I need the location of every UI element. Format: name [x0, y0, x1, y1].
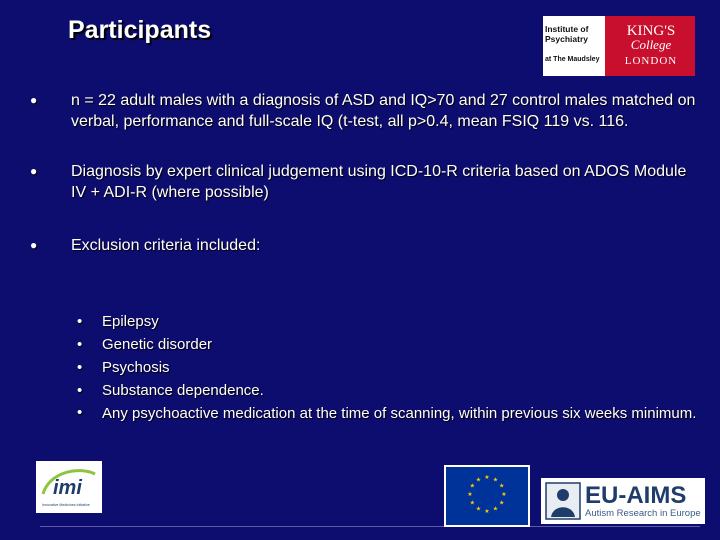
slide-title: Participants: [68, 16, 212, 44]
main-bullet-list: [30, 90, 700, 256]
iop-line-3: at The Maudsley: [545, 56, 600, 63]
kcl-line-2: College: [630, 37, 672, 52]
bullet-participants: [30, 90, 700, 132]
bullet-text: Diagnosis by expert clinical judgement using ICD-10-R criteria based on ADOS Module IV + ADI-R (where possible): [71, 163, 687, 201]
svg-text:★: ★: [475, 505, 482, 513]
imi-wordmark: imi: [53, 477, 82, 499]
eu-flag-logo: [444, 465, 530, 527]
exclusion-item: • Epilepsy: [77, 310, 697, 333]
bullet-diagnosis: [30, 161, 700, 203]
sub-bullet-icon: •: [77, 404, 83, 421]
svg-text:★: ★: [475, 476, 482, 484]
sub-bullet-icon: •: [77, 336, 83, 353]
svg-text:★: ★: [469, 482, 475, 490]
bullet-exclusion-criteria: [30, 235, 700, 256]
imi-tagline: Innovative Medicines Initiative: [42, 503, 90, 507]
svg-text:★: ★: [484, 474, 490, 481]
iop-line-1: Institute of: [545, 24, 589, 34]
exclusion-item: • Psychosis: [77, 356, 697, 379]
footer-divider: [40, 526, 700, 527]
institute-of-psychiatry-logo: [543, 16, 607, 76]
iop-line-2: Psychiatry: [545, 34, 588, 44]
svg-text:★: ★: [467, 491, 473, 498]
svg-text:★: ★: [499, 482, 505, 490]
svg-text:★: ★: [484, 508, 490, 515]
svg-text:★: ★: [492, 476, 499, 484]
exclusion-item: • Genetic disorder: [77, 333, 697, 356]
bullet-dot-icon: ●: [30, 164, 38, 178]
exclusion-item: • Any psychoactive medication at the time of scanning, within previous six weeks minimum.: [77, 404, 697, 422]
bullet-dot-icon: ●: [30, 238, 38, 252]
kcl-crest: [607, 16, 695, 76]
svg-text:★: ★: [469, 499, 475, 507]
bullet-text: Exclusion criteria included:: [71, 237, 261, 254]
imi-logo-graphic: [39, 464, 99, 510]
sub-bullet-icon: •: [77, 382, 83, 399]
imi-logo: [36, 461, 102, 513]
bullet-dot-icon: ●: [30, 93, 38, 107]
svg-text:★: ★: [492, 505, 499, 513]
svg-text:★: ★: [499, 499, 505, 507]
sub-bullet-icon: •: [77, 359, 83, 376]
eu-flag-icon: [446, 467, 528, 525]
eu-aims-person-icon: [545, 482, 581, 520]
sub-bullet-icon: •: [77, 313, 83, 330]
exclusion-list: [77, 310, 697, 424]
kcl-line-3: LONDON: [624, 55, 678, 67]
svg-text:★: ★: [501, 491, 507, 498]
eu-aims-tagline: Autism Research in Europe: [585, 507, 701, 519]
eu-aims-logo: [541, 478, 705, 524]
bullet-text: n = 22 adult males with a diagnosis of ASD and IQ>70 and 27 control males matched on verbal, performance and full-scale IQ (t-test, all p>0.4, mean FSIQ 119 vs. 116.: [71, 92, 696, 130]
exclusion-item: • Substance dependence.: [77, 379, 697, 402]
kings-college-logo: [543, 16, 695, 76]
kcl-line-1: KING'S: [626, 23, 676, 39]
eu-aims-name: EU-AIMS: [585, 481, 687, 509]
